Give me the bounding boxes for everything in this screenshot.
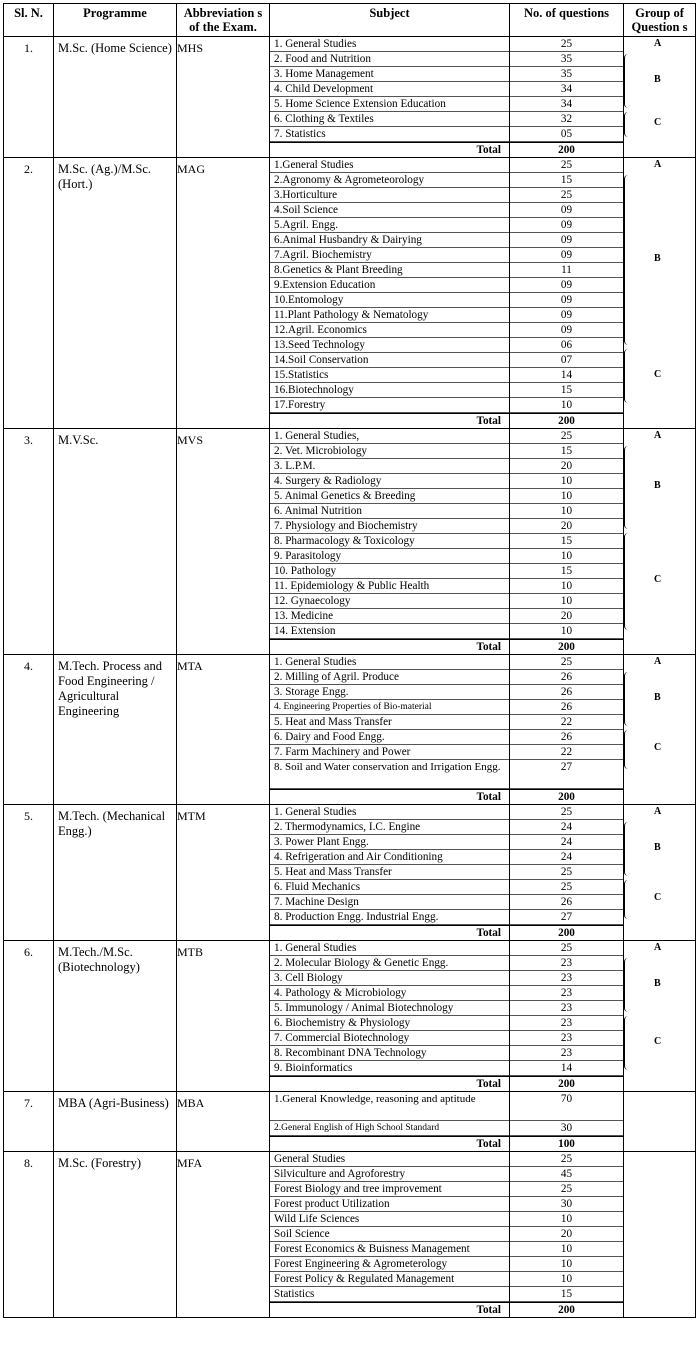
question-group-cell — [624, 941, 696, 1092]
question-count: 25 — [510, 880, 623, 895]
header-programme: Programme — [54, 4, 177, 37]
question-count: 05 — [510, 127, 623, 142]
group-brace — [624, 822, 633, 876]
group-label: B — [654, 73, 661, 85]
subject-item: 5.Agril. Engg. — [270, 218, 509, 233]
subject-item: 9.Extension Education — [270, 278, 509, 293]
group-label: A — [654, 159, 662, 170]
table-header-row — [4, 4, 696, 37]
group-label: A — [654, 942, 662, 953]
group-brace — [624, 175, 633, 345]
question-count: 20 — [510, 1227, 623, 1242]
subject-item: 6. Biochemistry & Physiology — [270, 1016, 509, 1031]
question-group-cell — [624, 655, 696, 805]
subject-item: 6.Animal Husbandry & Dairying — [270, 233, 509, 248]
question-count: 25 — [510, 865, 623, 880]
subject-item: 5. Immunology / Animal Biotechnology — [270, 1001, 509, 1016]
total-value: 200 — [510, 789, 623, 804]
question-count: 32 — [510, 112, 623, 127]
subject-item: 2.General English of High School Standard — [270, 1121, 509, 1136]
group-label: C — [654, 117, 662, 128]
subject-item: 10. Pathology — [270, 564, 509, 579]
group-brace — [624, 730, 633, 770]
question-count-list — [510, 429, 624, 655]
subject-item: 14.Soil Conservation — [270, 353, 509, 368]
question-count: 15 — [510, 1287, 623, 1302]
question-count: 15 — [510, 564, 623, 579]
total-value: 200 — [510, 1302, 623, 1317]
subject-item: Silviculture and Agroforestry — [270, 1167, 509, 1182]
subject-item: 2. Vet. Microbiology — [270, 444, 509, 459]
subject-item: 6. Animal Nutrition — [270, 504, 509, 519]
subject-item: 8. Recombinant DNA Technology — [270, 1046, 509, 1061]
group-label: C — [654, 892, 662, 904]
group-label: C — [654, 574, 662, 586]
question-count: 10 — [510, 489, 623, 504]
total-label: Total — [270, 925, 509, 940]
programme-name: M.Sc. (Ag.)/M.Sc. (Hort.) — [54, 158, 177, 429]
exam-abbreviation: MHS — [177, 37, 270, 158]
question-count: 10 — [510, 1212, 623, 1227]
group-label: A — [654, 806, 662, 817]
group-brace — [624, 54, 633, 108]
subject-item: 9. Bioinformatics — [270, 1061, 509, 1076]
subject-item: Forest Economics & Buisness Management — [270, 1242, 509, 1257]
subject-list — [270, 429, 510, 655]
programme-row — [4, 1152, 696, 1318]
subject-item: 6. Fluid Mechanics — [270, 880, 509, 895]
question-count-list — [510, 941, 624, 1092]
subject-item: 7. Farm Machinery and Power — [270, 745, 509, 760]
subject-item: Forest Engineering & Agrometerology — [270, 1257, 509, 1272]
question-count: 10 — [510, 549, 623, 564]
total-label: Total — [270, 789, 509, 804]
question-count: 09 — [510, 323, 623, 338]
subject-item: 12. Gynaecology — [270, 594, 509, 609]
question-count: 14 — [510, 1061, 623, 1076]
question-count: 10 — [510, 1257, 623, 1272]
group-label: B — [654, 691, 661, 703]
serial-number: 2. — [4, 158, 54, 429]
subject-item: 3. Home Management — [270, 67, 509, 82]
group-brace — [624, 880, 633, 920]
subject-item: 3. Power Plant Engg. — [270, 835, 509, 850]
question-group-cell — [624, 37, 696, 158]
subject-item: 8. Pharmacology & Toxicology — [270, 534, 509, 549]
subject-item: 1. General Studies, — [270, 429, 509, 444]
subject-item: 1.General Studies — [270, 158, 509, 173]
question-count: 10 — [510, 398, 623, 413]
exam-abbreviation: MBA — [177, 1092, 270, 1152]
question-count-list — [510, 655, 624, 805]
programme-row — [4, 158, 696, 429]
question-count: 26 — [510, 700, 623, 715]
question-count: 15 — [510, 173, 623, 188]
header-questions: No. of questions — [510, 4, 624, 37]
subject-list — [270, 655, 510, 805]
exam-abbreviation: MVS — [177, 429, 270, 655]
subject-item: 6. Clothing & Textiles — [270, 112, 509, 127]
header-abbreviation: Abbreviation s of the Exam. — [177, 4, 270, 37]
group-brace — [624, 446, 633, 529]
exam-abbreviation: MTA — [177, 655, 270, 805]
subject-item: Soil Science — [270, 1227, 509, 1242]
question-count: 27 — [510, 760, 623, 789]
question-count: 26 — [510, 895, 623, 910]
question-count: 15 — [510, 444, 623, 459]
question-count: 25 — [510, 429, 623, 444]
question-count: 06 — [510, 338, 623, 353]
subject-item: 2. Thermodynamics, I.C. Engine — [270, 820, 509, 835]
question-count: 23 — [510, 1031, 623, 1046]
total-value: 200 — [510, 925, 623, 940]
serial-number: 3. — [4, 429, 54, 655]
subject-item: 7. Statistics — [270, 127, 509, 142]
question-count: 34 — [510, 97, 623, 112]
question-count: 25 — [510, 37, 623, 52]
subject-item: 3.Horticulture — [270, 188, 509, 203]
programme-row — [4, 655, 696, 805]
total-value: 200 — [510, 1076, 623, 1091]
subject-item: Statistics — [270, 1287, 509, 1302]
question-count: 25 — [510, 1152, 623, 1167]
group-brace — [624, 672, 633, 726]
programme-name: M.Sc. (Forestry) — [54, 1152, 177, 1318]
subject-item: 3. Cell Biology — [270, 971, 509, 986]
subject-item: 4.Soil Science — [270, 203, 509, 218]
question-distribution-table — [3, 3, 696, 1318]
question-count-list — [510, 805, 624, 941]
question-count: 10 — [510, 1272, 623, 1287]
question-count: 26 — [510, 730, 623, 745]
serial-number: 7. — [4, 1092, 54, 1152]
group-brace — [624, 349, 633, 403]
subject-item: 5. Heat and Mass Transfer — [270, 865, 509, 880]
subject-item: 13. Medicine — [270, 609, 509, 624]
question-count: 09 — [510, 248, 623, 263]
subject-item: 7. Physiology and Biochemistry — [270, 519, 509, 534]
subject-item: 6. Dairy and Food Engg. — [270, 730, 509, 745]
group-label: A — [654, 38, 662, 49]
programme-name: M.Sc. (Home Science) — [54, 37, 177, 158]
question-count: 09 — [510, 218, 623, 233]
exam-abbreviation: MTM — [177, 805, 270, 941]
question-count: 10 — [510, 624, 623, 639]
question-count: 35 — [510, 67, 623, 82]
question-count: 25 — [510, 805, 623, 820]
subject-item: 2. Milling of Agril. Produce — [270, 670, 509, 685]
serial-number: 4. — [4, 655, 54, 805]
total-label: Total — [270, 413, 509, 428]
question-count-list — [510, 1152, 624, 1318]
group-brace — [624, 112, 633, 137]
programme-name: M.Tech. (Mechanical Engg.) — [54, 805, 177, 941]
question-count: 34 — [510, 82, 623, 97]
question-count: 27 — [510, 910, 623, 925]
group-label: B — [654, 841, 661, 853]
total-value: 200 — [510, 639, 623, 654]
subject-item: 2. Molecular Biology & Genetic Engg. — [270, 956, 509, 971]
question-count: 23 — [510, 986, 623, 1001]
question-count: 30 — [510, 1197, 623, 1212]
programme-name: MBA (Agri-Business) — [54, 1092, 177, 1152]
programme-name: M.Tech./M.Sc. (Biotechnology) — [54, 941, 177, 1092]
question-group-cell — [624, 805, 696, 941]
subject-item: 1. General Studies — [270, 655, 509, 670]
question-count: 25 — [510, 158, 623, 173]
question-count: 09 — [510, 278, 623, 293]
subject-list — [270, 1092, 510, 1152]
question-count: 15 — [510, 383, 623, 398]
subject-item: 7.Agril. Biochemistry — [270, 248, 509, 263]
total-label: Total — [270, 639, 509, 654]
question-count: 09 — [510, 308, 623, 323]
subject-item: 13.Seed Technology — [270, 338, 509, 353]
subject-item: 5. Home Science Extension Education — [270, 97, 509, 112]
subject-item: 1. General Studies — [270, 37, 509, 52]
exam-abbreviation: MTB — [177, 941, 270, 1092]
subject-item: 16.Biotechnology — [270, 383, 509, 398]
question-count: 09 — [510, 293, 623, 308]
question-count: 70 — [510, 1092, 623, 1121]
subject-item: 7. Commercial Biotechnology — [270, 1031, 509, 1046]
subject-item: 5. Heat and Mass Transfer — [270, 715, 509, 730]
question-count: 10 — [510, 594, 623, 609]
question-count: 25 — [510, 941, 623, 956]
question-count: 25 — [510, 188, 623, 203]
subject-item: General Studies — [270, 1152, 509, 1167]
header-sl: Sl. N. — [4, 4, 54, 37]
question-count: 26 — [510, 685, 623, 700]
question-count: 10 — [510, 1242, 623, 1257]
question-count-list — [510, 1092, 624, 1152]
question-count: 22 — [510, 745, 623, 760]
programme-row — [4, 429, 696, 655]
question-group-cell — [624, 1092, 696, 1152]
programme-row — [4, 805, 696, 941]
total-label: Total — [270, 142, 509, 157]
question-count: 20 — [510, 519, 623, 534]
serial-number: 5. — [4, 805, 54, 941]
subject-item: Forest product Utilization — [270, 1197, 509, 1212]
programme-name: M.Tech. Process and Food Engineering / Agricultural Engineering — [54, 655, 177, 805]
subject-list — [270, 941, 510, 1092]
question-count: 25 — [510, 1182, 623, 1197]
subject-item: 2. Food and Nutrition — [270, 52, 509, 67]
question-count: 20 — [510, 459, 623, 474]
question-count: 24 — [510, 835, 623, 850]
header-group: Group of Question s — [624, 4, 696, 37]
question-count: 07 — [510, 353, 623, 368]
subject-item: 9. Parasitology — [270, 549, 509, 564]
subject-item: 1.General Knowledge, reasoning and aptitude — [270, 1092, 509, 1121]
total-label: Total — [270, 1136, 509, 1151]
subject-item: 3. L.P.M. — [270, 459, 509, 474]
question-count: 20 — [510, 609, 623, 624]
subject-item: 17.Forestry — [270, 398, 509, 413]
subject-item: 1. General Studies — [270, 941, 509, 956]
programme-row — [4, 941, 696, 1092]
group-label: C — [654, 742, 662, 754]
question-count: 25 — [510, 655, 623, 670]
total-value: 200 — [510, 413, 623, 428]
serial-number: 6. — [4, 941, 54, 1092]
question-count: 10 — [510, 504, 623, 519]
subject-item: 12.Agril. Economics — [270, 323, 509, 338]
subject-item: Forest Biology and tree improvement — [270, 1182, 509, 1197]
question-count: 45 — [510, 1167, 623, 1182]
subject-item: 4. Child Development — [270, 82, 509, 97]
subject-item: 14. Extension — [270, 624, 509, 639]
question-count: 22 — [510, 715, 623, 730]
subject-item: 8. Soil and Water conservation and Irrigation Engg. — [270, 760, 509, 789]
question-count: 10 — [510, 579, 623, 594]
subject-item: 8. Production Engg. Industrial Engg. — [270, 910, 509, 925]
exam-abbreviation: MAG — [177, 158, 270, 429]
question-count: 09 — [510, 203, 623, 218]
subject-item: Forest Policy & Regulated Management — [270, 1272, 509, 1287]
question-count: 26 — [510, 670, 623, 685]
subject-item: 4. Pathology & Microbiology — [270, 986, 509, 1001]
subject-item: Wild Life Sciences — [270, 1212, 509, 1227]
total-value: 200 — [510, 142, 623, 157]
total-label: Total — [270, 1302, 509, 1317]
group-label: C — [654, 1035, 662, 1047]
group-label: B — [654, 252, 661, 264]
question-group-cell — [624, 1152, 696, 1318]
subject-list — [270, 37, 510, 158]
document-page — [0, 3, 698, 1345]
question-count: 14 — [510, 368, 623, 383]
subject-item: 15.Statistics — [270, 368, 509, 383]
total-label: Total — [270, 1076, 509, 1091]
question-count: 24 — [510, 820, 623, 835]
subject-item: 4. Engineering Properties of Bio-material — [270, 700, 509, 715]
subject-item: 11. Epidemiology & Public Health — [270, 579, 509, 594]
subject-item: 4. Refrigeration and Air Conditioning — [270, 850, 509, 865]
subject-item: 5. Animal Genetics & Breeding — [270, 489, 509, 504]
group-brace — [624, 533, 633, 631]
question-count: 23 — [510, 1016, 623, 1031]
question-count: 35 — [510, 52, 623, 67]
group-brace — [624, 1016, 633, 1070]
subject-list — [270, 1152, 510, 1318]
programme-row — [4, 37, 696, 158]
group-brace — [624, 958, 633, 1012]
serial-number: 1. — [4, 37, 54, 158]
serial-number: 8. — [4, 1152, 54, 1318]
group-label: A — [654, 656, 662, 667]
subject-item: 8.Genetics & Plant Breeding — [270, 263, 509, 278]
question-count: 11 — [510, 263, 623, 278]
question-count: 30 — [510, 1121, 623, 1136]
question-count: 24 — [510, 850, 623, 865]
question-group-cell — [624, 158, 696, 429]
group-label: B — [654, 977, 661, 989]
question-count: 09 — [510, 233, 623, 248]
question-count: 23 — [510, 956, 623, 971]
subject-item: 3. Storage Engg. — [270, 685, 509, 700]
question-count-list — [510, 37, 624, 158]
question-count: 23 — [510, 1001, 623, 1016]
question-count-list — [510, 158, 624, 429]
subject-list — [270, 805, 510, 941]
group-label: C — [654, 368, 662, 380]
programme-name: M.V.Sc. — [54, 429, 177, 655]
total-value: 100 — [510, 1136, 623, 1151]
group-label: A — [654, 430, 662, 441]
subject-list — [270, 158, 510, 429]
subject-item: 7. Machine Design — [270, 895, 509, 910]
subject-item: 11.Plant Pathology & Nematology — [270, 308, 509, 323]
subject-item: 1. General Studies — [270, 805, 509, 820]
exam-abbreviation: MFA — [177, 1152, 270, 1318]
question-count: 15 — [510, 534, 623, 549]
group-label: B — [654, 480, 661, 491]
question-count: 23 — [510, 1046, 623, 1061]
programme-row — [4, 1092, 696, 1152]
question-group-cell — [624, 429, 696, 655]
question-count: 10 — [510, 474, 623, 489]
subject-item: 2.Agronomy & Agrometeorology — [270, 173, 509, 188]
subject-item: 10.Entomology — [270, 293, 509, 308]
question-count: 23 — [510, 971, 623, 986]
header-subject: Subject — [270, 4, 510, 37]
subject-item: 4. Surgery & Radiology — [270, 474, 509, 489]
